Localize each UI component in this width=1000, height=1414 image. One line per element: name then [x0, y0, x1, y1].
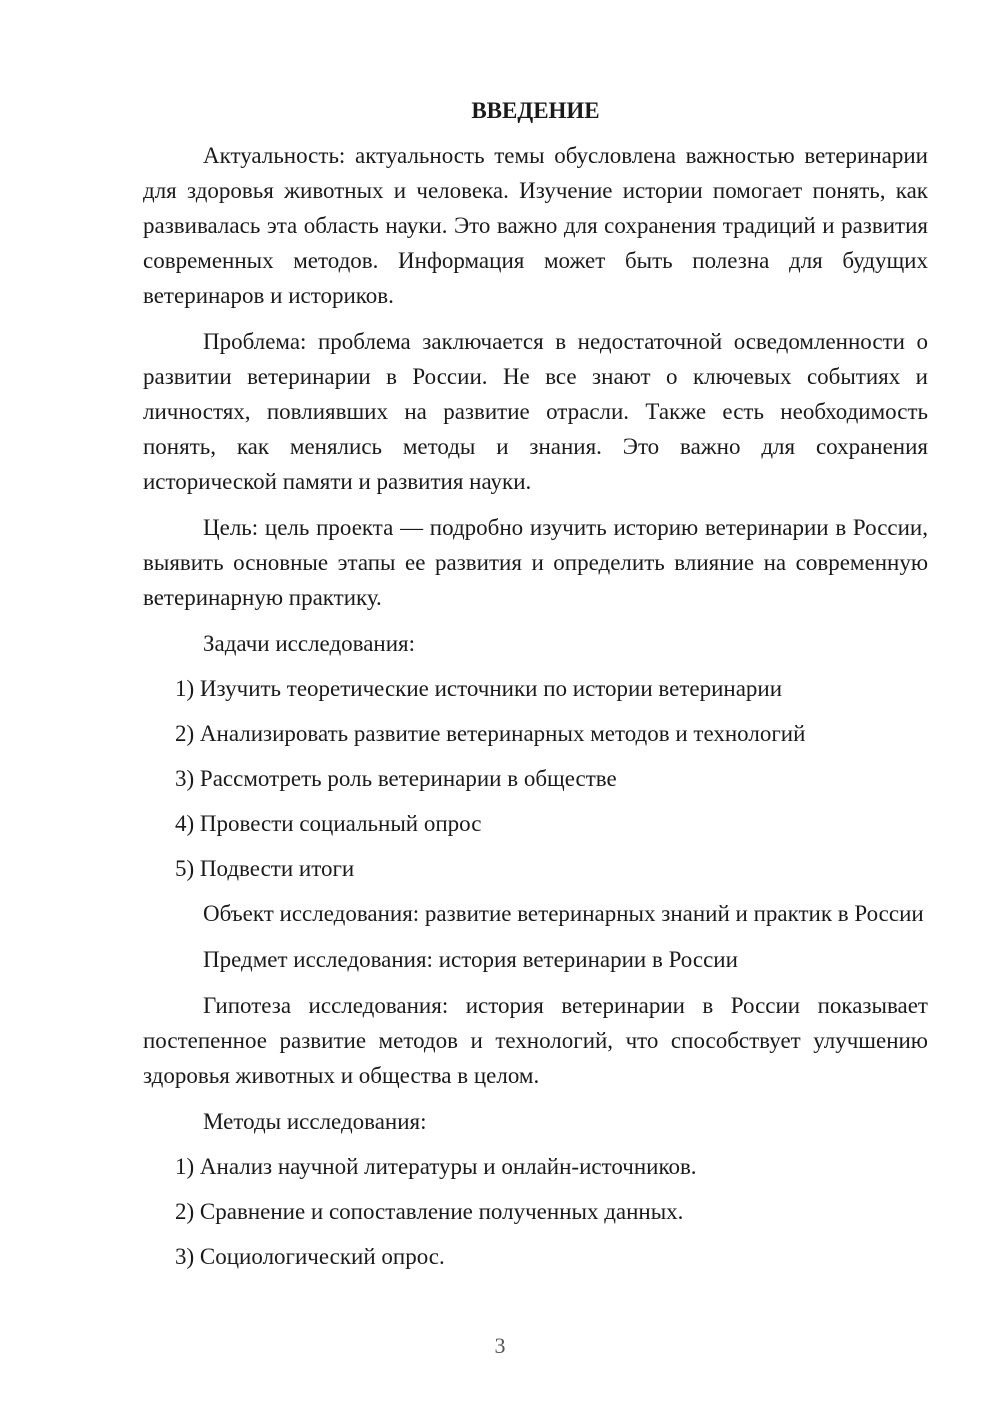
- method-item: 1) Анализ научной литературы и онлайн-источников.: [175, 1154, 697, 1179]
- method-item: 2) Сравнение и сопоставление полученных данных.: [175, 1199, 684, 1224]
- document-page: [143, 96, 928, 1284]
- relevance-paragraph: Актуальность: актуальность темы обусловлена важностью ветеринарии для здоровья животных и человека. Изучение истории помогает понять, как развивалась эта область науки. Это важно для сохранения традиций и развития современных методов. Информация может быть полезна для будущих ветеринаров и историков.: [143, 143, 928, 308]
- object-paragraph: Объект исследования: развитие ветеринарных знаний и практик в России: [203, 901, 924, 926]
- problem-paragraph: Проблема: проблема заключается в недостаточной осведомленности о развитии ветеринарии в России. Не все знают о ключевых событиях и личностях, повлиявших на развитие отрасли. Также есть необходимость понять, как менялись методы и знания. Это важно для сохранения исторической памяти и развития науки.: [143, 329, 928, 494]
- tasks-heading: Задачи исследования:: [203, 631, 416, 656]
- method-item: 3) Социологический опрос.: [175, 1244, 445, 1269]
- task-item: 1) Изучить теоретические источники по истории ветеринарии: [175, 676, 783, 701]
- section-title: ВВЕДЕНИЕ: [471, 98, 600, 123]
- task-item: 3) Рассмотреть роль ветеринарии в обществе: [175, 766, 617, 791]
- task-item: 5) Подвести итоги: [175, 856, 355, 881]
- task-item: 2) Анализировать развитие ветеринарных методов и технологий: [175, 721, 806, 746]
- task-item: 4) Провести социальный опрос: [175, 811, 482, 836]
- page-number: 3: [494, 1333, 506, 1358]
- subject-paragraph: Предмет исследования: история ветеринарии в России: [203, 947, 738, 972]
- goal-paragraph: Цель: цель проекта — подробно изучить историю ветеринарии в России, выявить основные этапы ее развития и определить влияние на современную ветеринарную практику.: [143, 515, 928, 610]
- hypothesis-paragraph: Гипотеза исследования: история ветеринарии в России показывает постепенное развитие методов и технологий, что способствует улучшению здоровья животных и общества в целом.: [143, 993, 928, 1088]
- methods-heading: Методы исследования:: [203, 1109, 427, 1134]
